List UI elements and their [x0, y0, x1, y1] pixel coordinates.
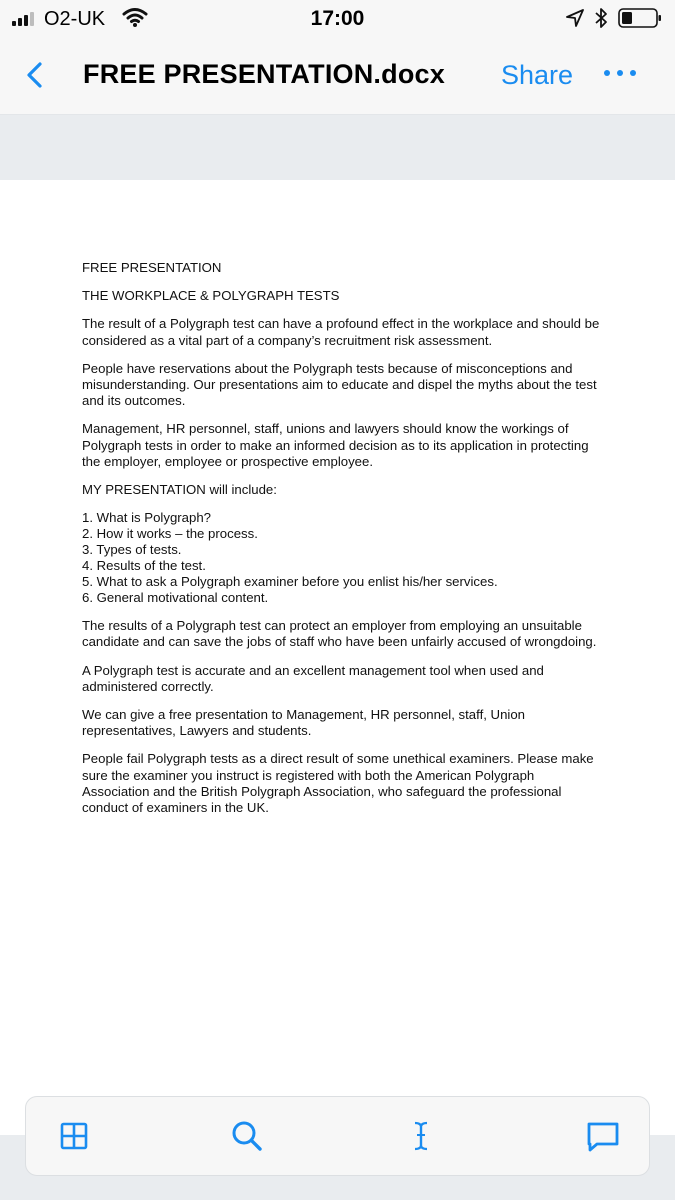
doc-paragraph: People have reservations about the Polygraph tests because of misconceptions and misunderstanding. Our presentations aim to educate and dispel the myths about the test and its outcomes. [82, 360, 597, 409]
doc-paragraph: We can give a free presentation to Management, HR personnel, staff, Union representatives, Lawyers and students. [82, 707, 526, 739]
doc-paragraph: The result of a Polygraph test can have a profound effect in the workplace and should be considered as a vital part of a company’s recruitment risk assessment. [82, 316, 600, 348]
back-chevron-icon[interactable] [20, 58, 50, 92]
location-arrow-icon [566, 9, 584, 27]
text-cursor-icon[interactable] [404, 1119, 438, 1153]
list-item: 1. What is Polygraph? [82, 510, 212, 526]
document-page[interactable] [0, 180, 675, 1135]
navigation-bar [0, 38, 675, 114]
doc-paragraph: People fail Polygraph tests as a direct result of some unethical examiners. Please make sure the examiner you instruct is registered with both the American Polygraph Association and the British Polygraph Association, who safeguard the professional conduct of examiners in the UK. [82, 751, 594, 816]
doc-paragraph: The results of a Polygraph test can protect an employer from employing an unsuitable candidate and can save the jobs of staff who have been unfairly accused of wrongdoing. [82, 618, 597, 650]
bottom-toolbar [25, 1096, 650, 1176]
grid-icon[interactable] [57, 1119, 91, 1153]
presentation-list [82, 510, 602, 606]
list-item: 4. Results of the test. [82, 558, 206, 574]
document-title: FREE PRESENTATION.docx [83, 59, 445, 89]
list-item: 6. General motivational content. [82, 590, 269, 606]
page-separator-band [0, 114, 675, 180]
battery-icon [618, 8, 662, 28]
status-bar [0, 0, 675, 38]
list-item: 5. What to ask a Polygraph examiner before you enlist his/her services. [82, 574, 498, 590]
doc-paragraph: Management, HR personnel, staff, unions and lawyers should know the workings of Polygraph tests in order to make an informed decision as to its application in protecting the employer, employee or prospective employee. [82, 421, 589, 469]
list-item: 2. How it works – the process. [82, 526, 258, 542]
more-options-icon[interactable] [604, 68, 638, 78]
doc-list-intro: MY PRESENTATION will include: [82, 482, 277, 498]
doc-heading-1: FREE PRESENTATION [82, 260, 222, 275]
search-icon[interactable] [230, 1119, 264, 1153]
doc-heading-2: THE WORKPLACE & POLYGRAPH TESTS [82, 288, 340, 304]
doc-paragraph: A Polygraph test is accurate and an excellent management tool when used and administered correctly. [82, 662, 544, 694]
carrier-label: O2-UK [44, 8, 106, 30]
comment-icon[interactable] [586, 1119, 620, 1153]
bluetooth-icon [594, 7, 608, 29]
document-content [82, 260, 602, 828]
status-time: 17:00 [310, 7, 365, 30]
list-item: 3. Types of tests. [82, 542, 182, 558]
share-button[interactable]: Share [501, 60, 574, 90]
